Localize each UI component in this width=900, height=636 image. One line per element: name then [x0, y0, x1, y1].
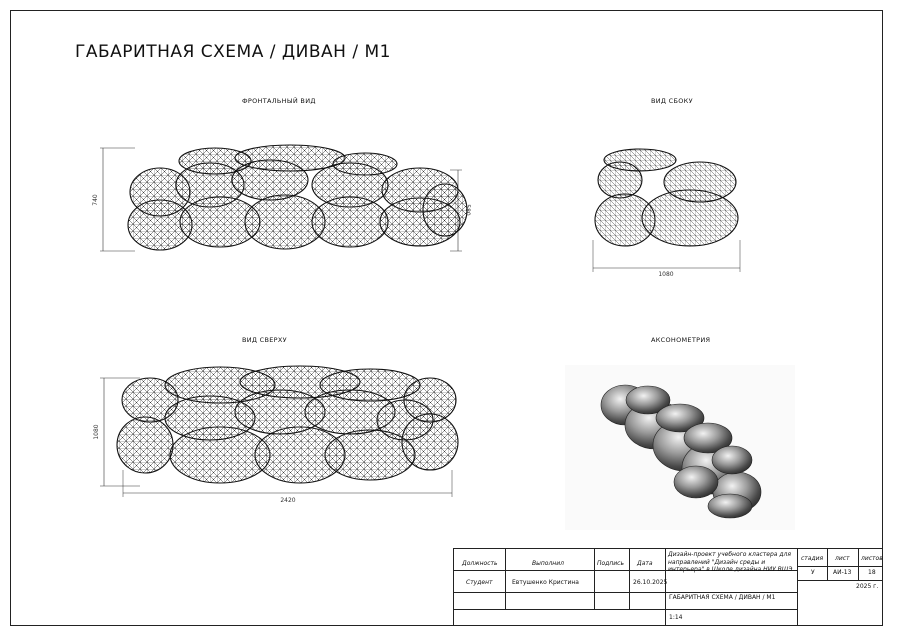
top-width-dimension: 2420	[280, 497, 296, 504]
side-view-label: ВИД СБОКУ	[651, 97, 693, 105]
stage-value: У	[811, 569, 815, 576]
issue-date: 26.10.2025	[633, 579, 668, 586]
sheet-title-block: ГАБАРИТНАЯ СХЕМА / ДИВАН / М1	[669, 594, 776, 601]
header-position: Должность	[462, 560, 498, 567]
front-view-drawing	[92, 145, 471, 251]
front-view-label: ФРОНТАЛЬНЫЙ ВИД	[242, 97, 316, 105]
header-date: Дата	[637, 560, 653, 567]
front-height-dimension: 740	[92, 194, 99, 206]
project-description: Дизайн-проект учебного кластера для направлений "Дизайн среды и интерьера" в Школе дизайна НИУ ВШЭ	[668, 551, 793, 573]
year: 2025 г.	[856, 583, 879, 590]
header-stage: стадия	[801, 555, 824, 562]
top-view-label: ВИД СВЕРХУ	[242, 336, 287, 344]
header-sheet: лист	[835, 555, 850, 562]
sheet-title: ГАБАРИТНАЯ СХЕМА / ДИВАН / М1	[75, 42, 391, 62]
header-sheets: листов	[861, 555, 883, 562]
axonometry-label: АКСОНОМЕТРИЯ	[651, 336, 711, 344]
header-author: Выполнил	[532, 560, 564, 567]
front-seat-dimension: 580	[464, 204, 471, 216]
axonometry-render	[565, 365, 795, 530]
side-view-drawing	[593, 149, 740, 278]
sheets-value: 18	[868, 569, 876, 576]
header-signature: Подпись	[597, 560, 624, 567]
author-position: Студент	[466, 579, 493, 586]
top-view-drawing	[93, 366, 458, 504]
author-name: Евтушенко Кристина	[512, 579, 579, 586]
side-depth-dimension: 1080	[658, 271, 674, 278]
sheet-value: АИ-13	[833, 569, 852, 576]
top-depth-dimension: 1080	[93, 424, 100, 440]
scale: 1:14	[669, 614, 683, 621]
